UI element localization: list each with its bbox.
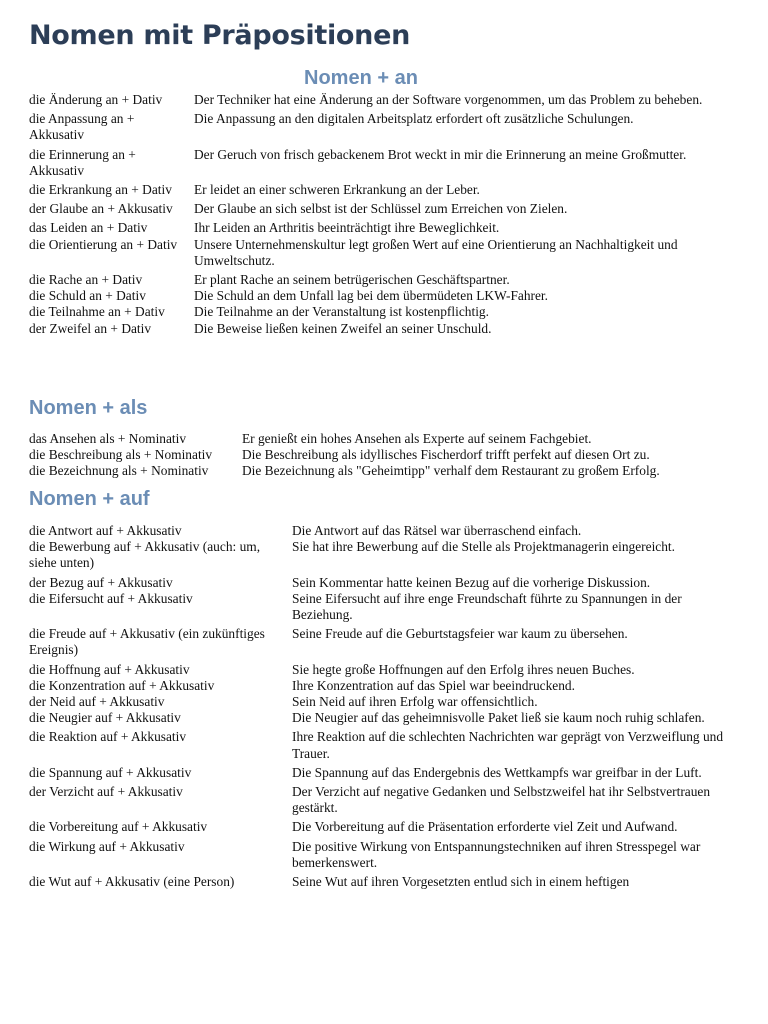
example-sentence: Seine Wut auf ihren Vorgesetzten entlud sich in einem heftigen	[292, 874, 630, 890]
noun-preposition-term: die Rache an + Dativ	[29, 272, 143, 288]
example-sentence: Unsere Unternehmenskultur legt großen Wert auf eine Orientierung an Nachhaltigkeit und Umweltschutz.	[194, 236, 678, 268]
table-row	[29, 626, 734, 661]
page-title: Nomen mit Präpositionen	[29, 20, 411, 51]
table-row	[29, 288, 731, 304]
table-row	[29, 220, 731, 236]
table-row	[29, 447, 735, 463]
table-row	[29, 182, 731, 201]
example-sentence: Er genießt ein hohes Ansehen als Experte auf seinem Fachgebiet.	[242, 431, 592, 446]
noun-preposition-term: die Wirkung auf + Akkusativ	[29, 838, 185, 854]
noun-preposition-term: die Schuld an + Dativ	[29, 288, 146, 304]
noun-preposition-term: die Anpassung an + Akkusativ	[29, 111, 135, 143]
noun-preposition-term: der Verzicht auf + Akkusativ	[29, 784, 183, 800]
section-heading-auf: Nomen + auf	[29, 488, 150, 510]
noun-preposition-term: die Spannung auf + Akkusativ	[29, 764, 192, 780]
example-sentence: Die Beweise ließen keinen Zweifel an seiner Unschuld.	[194, 320, 492, 336]
example-sentence: Er plant Rache an seinem betrügerischen Geschäftspartner.	[194, 272, 510, 288]
table-row	[29, 431, 735, 447]
table-row	[29, 694, 734, 710]
example-sentence: Er leidet an einer schweren Erkrankung an der Leber.	[194, 182, 480, 198]
section-heading-als: Nomen + als	[29, 397, 148, 419]
table-row	[29, 304, 731, 320]
noun-preposition-term: die Wut auf + Akkusativ (eine Person)	[29, 874, 235, 890]
example-sentence: Die Antwort auf das Rätsel war überraschend einfach.	[292, 523, 582, 538]
table-row	[29, 874, 734, 890]
table-row	[29, 662, 734, 678]
section-heading-an: Nomen + an	[304, 67, 418, 89]
example-sentence: Der Geruch von frisch gebackenem Brot weckt in mir die Erinnerung an meine Großmutter.	[194, 146, 687, 162]
example-sentence: Die Spannung auf das Endergebnis des Wettkampfs war greifbar in der Luft.	[292, 764, 702, 780]
table-row	[29, 92, 731, 111]
example-sentence: Die positive Wirkung von Entspannungstechniken auf ihren Stresspegel war bemerkenswert.	[292, 838, 701, 870]
table-row	[29, 523, 734, 539]
noun-preposition-term: der Zweifel an + Dativ	[29, 320, 152, 336]
noun-preposition-term: die Vorbereitung auf + Akkusativ	[29, 819, 208, 835]
example-sentence: Sie hegte große Hoffnungen auf den Erfolg ihres neuen Buches.	[292, 661, 635, 677]
table-row	[29, 111, 731, 146]
example-sentence: Die Neugier auf das geheimnisvolle Paket ließ sie kaum noch ruhig schlafen.	[292, 710, 705, 726]
noun-preposition-term: das Leiden an + Dativ	[29, 220, 148, 236]
example-sentence: Ihre Reaktion auf die schlechten Nachrichten war geprägt von Verzweiflung und Trauer.	[292, 729, 724, 761]
example-sentence: Ihre Konzentration auf das Spiel war beeindruckend.	[292, 677, 575, 693]
example-sentence: Der Verzicht auf negative Gedanken und Selbstzweifel hat ihr Selbstvertrauen gestärkt.	[292, 784, 711, 816]
noun-preposition-term: die Änderung an + Dativ	[29, 92, 163, 107]
noun-preposition-term: die Freude auf + Akkusativ (ein zukünftiges Ereignis)	[29, 626, 265, 658]
table-row	[29, 272, 731, 288]
noun-preposition-term: die Konzentration auf + Akkusativ	[29, 677, 215, 693]
table-row	[29, 710, 734, 729]
example-sentence: Sie hat ihre Bewerbung auf die Stelle als Projektmanagerin eingereicht.	[292, 539, 675, 555]
noun-preposition-term: die Reaktion auf + Akkusativ	[29, 729, 187, 745]
table-row	[29, 765, 734, 784]
noun-preposition-term: die Neugier auf + Akkusativ	[29, 710, 181, 726]
noun-preposition-term: die Beschreibung als + Nominativ	[29, 447, 213, 463]
example-sentence: Der Glaube an sich selbst ist der Schlüssel zum Erreichen von Zielen.	[194, 201, 568, 217]
table-nomen-auf	[29, 523, 734, 890]
noun-preposition-term: der Glaube an + Akkusativ	[29, 201, 173, 217]
example-sentence: Seine Eifersucht auf ihre enge Freundschaft führte zu Spannungen in der Beziehung.	[292, 590, 682, 623]
table-row	[29, 237, 731, 272]
example-sentence: Seine Freude auf die Geburtstagsfeier war kaum zu übersehen.	[292, 626, 628, 642]
example-sentence: Der Techniker hat eine Änderung an der Software vorgenommen, um das Problem zu beheben.	[194, 92, 703, 107]
noun-preposition-term: die Erinnerung an + Akkusativ	[29, 146, 136, 178]
noun-preposition-term: die Bezeichnung als + Nominativ	[29, 463, 209, 479]
table-row	[29, 575, 734, 591]
table-row	[29, 678, 734, 694]
example-sentence: Die Anpassung an den digitalen Arbeitsplatz erfordert oft zusätzliche Schulungen.	[194, 111, 634, 127]
table-row	[29, 147, 731, 182]
example-sentence: Sein Kommentar hatte keinen Bezug auf die vorherige Diskussion.	[292, 574, 651, 590]
example-sentence: Die Vorbereitung auf die Präsentation erforderte viel Zeit und Aufwand.	[292, 819, 678, 835]
table-row	[29, 539, 734, 574]
noun-preposition-term: die Orientierung an + Dativ	[29, 236, 178, 252]
example-sentence: Die Beschreibung als idyllisches Fischerdorf trifft perfekt auf diesen Ort zu.	[242, 447, 650, 463]
table-nomen-als	[29, 431, 735, 480]
example-sentence: Die Teilnahme an der Veranstaltung ist kostenpflichtig.	[194, 304, 489, 320]
noun-preposition-term: der Bezug auf + Akkusativ	[29, 574, 173, 590]
table-row	[29, 463, 735, 479]
example-sentence: Sein Neid auf ihren Erfolg war offensichtlich.	[292, 694, 538, 710]
noun-preposition-term: der Neid auf + Akkusativ	[29, 694, 165, 710]
example-sentence: Die Schuld an dem Unfall lag bei dem übermüdeten LKW-Fahrer.	[194, 288, 549, 304]
noun-preposition-term: die Eifersucht auf + Akkusativ	[29, 590, 193, 606]
table-row	[29, 784, 734, 819]
noun-preposition-term: die Hoffnung auf + Akkusativ	[29, 661, 190, 677]
example-sentence: Die Bezeichnung als "Geheimtipp" verhalf dem Restaurant zu großem Erfolg.	[242, 463, 660, 479]
noun-preposition-term: die Antwort auf + Akkusativ	[29, 523, 182, 538]
noun-preposition-term: das Ansehen als + Nominativ	[29, 431, 187, 446]
table-row	[29, 321, 731, 337]
table-row	[29, 729, 734, 764]
noun-preposition-term: die Erkrankung an + Dativ	[29, 182, 172, 198]
table-row	[29, 201, 731, 220]
table-row	[29, 839, 734, 874]
table-nomen-an	[29, 92, 731, 337]
table-row	[29, 591, 734, 626]
noun-preposition-term: die Teilnahme an + Dativ	[29, 304, 165, 320]
noun-preposition-term: die Bewerbung auf + Akkusativ (auch: um, siehe unten)	[29, 539, 261, 571]
table-row	[29, 819, 734, 838]
example-sentence: Ihr Leiden an Arthritis beeinträchtigt ihre Beweglichkeit.	[194, 220, 500, 236]
